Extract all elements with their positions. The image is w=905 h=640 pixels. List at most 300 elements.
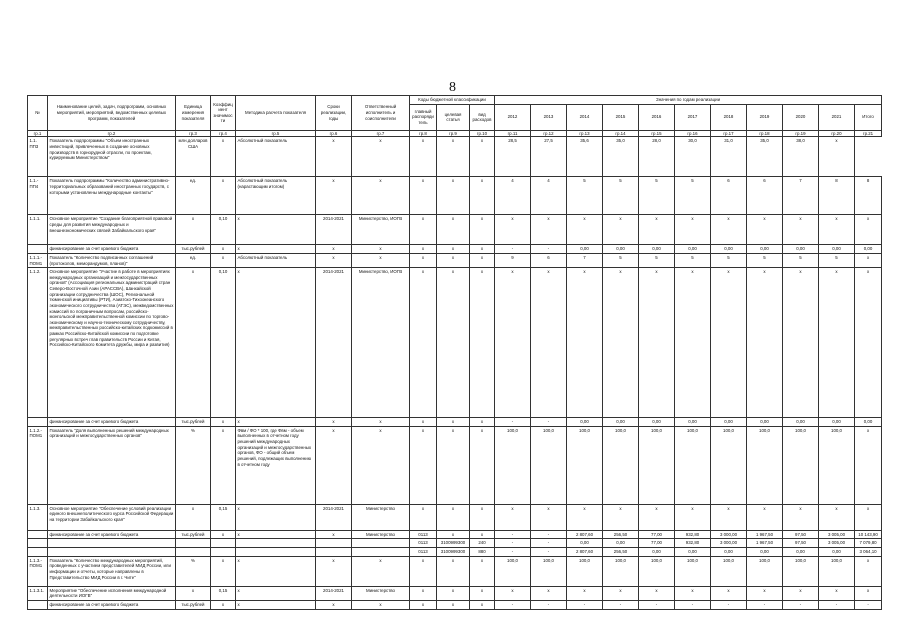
table-cell: 880 bbox=[470, 548, 495, 557]
table-cell: - bbox=[819, 600, 855, 609]
table-row bbox=[28, 539, 882, 548]
table-cell: х bbox=[352, 177, 410, 215]
table-cell: - bbox=[675, 600, 711, 609]
table-cell: 0,00 bbox=[747, 548, 783, 557]
table-cell: х bbox=[211, 426, 236, 504]
table-cell: х bbox=[470, 245, 495, 254]
table-cell bbox=[211, 539, 236, 548]
column-number-cell: гр.4 bbox=[211, 130, 236, 137]
table-cell: 3 000,00 bbox=[711, 539, 747, 548]
table-cell: 6 bbox=[531, 253, 567, 267]
table-cell: 0,00 bbox=[783, 548, 819, 557]
table-cell: 27,5 bbox=[531, 137, 567, 177]
table-cell: х bbox=[470, 177, 495, 215]
table-cell: х bbox=[855, 556, 882, 586]
table-cell: 8 bbox=[855, 177, 882, 215]
column-number-cell: гр.1 bbox=[28, 130, 48, 137]
table-cell: х bbox=[819, 586, 855, 600]
row-name-cell: финансирование за счет краевого бюджета bbox=[48, 600, 176, 609]
table-cell: 35,0 bbox=[747, 137, 783, 177]
table-cell: млн.долларов США bbox=[176, 137, 211, 177]
table-cell: Министерство bbox=[352, 530, 410, 539]
table-cell: 2014-2021 bbox=[316, 215, 352, 245]
table-cell: х bbox=[437, 268, 470, 418]
table-cell: 0,00 bbox=[603, 245, 639, 254]
table-cell: 97,50 bbox=[783, 530, 819, 539]
table-cell: 0,15 bbox=[211, 586, 236, 600]
year-header: 2013 bbox=[531, 104, 567, 130]
table-cell bbox=[316, 539, 352, 548]
table-cell: 4 bbox=[495, 177, 531, 215]
table-cell: х bbox=[211, 556, 236, 586]
table-cell: 3 000,00 bbox=[711, 530, 747, 539]
row-code-cell bbox=[28, 418, 48, 427]
table-row bbox=[28, 253, 882, 267]
table-cell: х bbox=[316, 137, 352, 177]
table-row bbox=[28, 556, 882, 586]
table-cell: х bbox=[470, 556, 495, 586]
column-number-cell: гр.18 bbox=[747, 130, 783, 137]
table-cell: 0113 bbox=[410, 539, 437, 548]
table-cell: - bbox=[495, 548, 531, 557]
table-cell: тыс.рублей bbox=[176, 418, 211, 427]
table-cell bbox=[352, 548, 410, 557]
table-cell: х bbox=[316, 600, 352, 609]
table-cell: х bbox=[316, 253, 352, 267]
table-cell: х bbox=[855, 215, 882, 245]
table-cell: х bbox=[470, 418, 495, 427]
table-cell: х bbox=[211, 253, 236, 267]
row-name-cell: финансирование за счет краевого бюджета bbox=[48, 245, 176, 254]
table-cell: 0,00 bbox=[675, 418, 711, 427]
table-cell: х bbox=[352, 253, 410, 267]
table-cell: 100,0 bbox=[819, 556, 855, 586]
table-cell: 0,00 bbox=[783, 245, 819, 254]
table-cell: - bbox=[531, 548, 567, 557]
table-cell: Фвм / ФО * 100, где Фвм - объем выполненных в отчетном году решений международных организаций и межгосударственных органов, ФО - общий объем решений, подлежащих выполнению в отчетном году bbox=[236, 426, 316, 504]
table-cell: 5 bbox=[639, 253, 675, 267]
row-name-cell: Основное мероприятие "Участие в работе в мероприятиях международных организаций и межгосударственных органов" (Ассоциация региональных администраций стран Северо-Восточной Азии (АРАССВА), Шанхайской организации сотрудничества (ШОС), Региональной тюменской инициативы (РТИ), Азиатско-Тихоокеанского экономического сотрудничества (АТЭС), межведомственных комиссий по пограничным вопросам, российско-монгольской межправительственной комиссии по торгово-экономическому и научно-техническому сотрудничеству, межправительственных российско-китайских подкомиссий в рамках Российско-Китайской комиссии по подготовке регулярных встреч глав правительств России и Китая, Российско-Китайского Комитета дружбы, мира и развития) bbox=[48, 268, 176, 418]
table-cell: х bbox=[470, 137, 495, 177]
table-cell: 100,0 bbox=[639, 556, 675, 586]
table-cell: х bbox=[176, 504, 211, 530]
table-cell: 100,0 bbox=[783, 426, 819, 504]
table-row bbox=[28, 418, 882, 427]
table-cell: х bbox=[410, 426, 437, 504]
table-cell: 97,50 bbox=[783, 539, 819, 548]
table-cell: х bbox=[352, 418, 410, 427]
table-cell: х bbox=[211, 177, 236, 215]
program-indicators-table bbox=[27, 95, 882, 610]
table-cell: 0,00 bbox=[603, 539, 639, 548]
table-cell: 5 bbox=[675, 253, 711, 267]
table-row bbox=[28, 600, 882, 609]
table-cell: - bbox=[603, 600, 639, 609]
table-cell: - bbox=[567, 600, 603, 609]
row-name-cell: Показатель подпрограммы "Количество административно-территориальных образований иностранных государств, с которыми установлены международные контакты" bbox=[48, 177, 176, 215]
table-cell: 2 807,60 bbox=[567, 530, 603, 539]
table-cell: % bbox=[176, 556, 211, 586]
column-number-cell: гр.20 bbox=[819, 130, 855, 137]
table-cell: х bbox=[236, 245, 316, 254]
table-cell: 100,0 bbox=[639, 426, 675, 504]
table-cell: х bbox=[410, 504, 437, 530]
table-cell: х bbox=[531, 268, 567, 418]
table-cell: 4 bbox=[531, 177, 567, 215]
row-name-cell: Показатель "Количество подписанных соглашений (протоколов, меморандумов, планов)" bbox=[48, 253, 176, 267]
row-name-cell: Показатель "Доля выполненных решений международных организаций и межгосударственных органов" bbox=[48, 426, 176, 504]
column-number-cell: гр.10 bbox=[470, 130, 495, 137]
table-cell: 30,0 bbox=[675, 137, 711, 177]
row-code-cell: 1.1. ПП3 bbox=[28, 137, 48, 177]
table-cell: 38,0 bbox=[783, 137, 819, 177]
table-cell: х bbox=[711, 504, 747, 530]
table-cell: 0,10 bbox=[211, 215, 236, 245]
row-code-cell bbox=[28, 548, 48, 557]
table-cell: 0,00 bbox=[567, 418, 603, 427]
table-cell: 5 bbox=[675, 177, 711, 215]
table-cell: 0113 bbox=[410, 548, 437, 557]
table-cell: 932,80 bbox=[675, 530, 711, 539]
row-code-cell bbox=[28, 245, 48, 254]
column-number-cell: гр.12 bbox=[531, 130, 567, 137]
table-cell: 5 bbox=[603, 253, 639, 267]
table-cell: х bbox=[675, 586, 711, 600]
col-coef-header: Коэффициент значимости bbox=[211, 96, 236, 131]
table-cell: х bbox=[236, 215, 316, 245]
row-code-cell bbox=[28, 600, 48, 609]
table-cell: х bbox=[783, 268, 819, 418]
table-cell bbox=[316, 548, 352, 557]
column-number-cell: гр.11 bbox=[495, 130, 531, 137]
values-by-year-header: Значения по годам реализации bbox=[495, 96, 882, 105]
row-code-cell: 1.1.3.1. bbox=[28, 586, 48, 600]
table-cell: 100,0 bbox=[675, 556, 711, 586]
table-cell: - bbox=[783, 600, 819, 609]
table-cell: х bbox=[410, 245, 437, 254]
table-cell: 2014-2021 bbox=[316, 504, 352, 530]
col-exec-header: Ответственный исполнитель и соисполнители bbox=[352, 96, 410, 131]
table-cell: Министерство, ИОГВ bbox=[352, 268, 410, 418]
table-row bbox=[28, 177, 882, 215]
table-cell: х bbox=[470, 253, 495, 267]
table-cell: х bbox=[437, 530, 470, 539]
table-cell: 0,00 bbox=[747, 418, 783, 427]
table-cell: - bbox=[531, 530, 567, 539]
table-cell: 31,0 bbox=[711, 137, 747, 177]
table-cell: 8 bbox=[819, 177, 855, 215]
row-name-cell: Основное мероприятие "Создание благоприятной правовой среды для развития международных и внешнеэкономических связей Забайкальского края" bbox=[48, 215, 176, 245]
table-cell: 100,0 bbox=[531, 426, 567, 504]
table-cell: х bbox=[567, 586, 603, 600]
col-num-header: № bbox=[28, 96, 48, 131]
column-numbers-row bbox=[28, 130, 882, 137]
year-header: 2021 bbox=[819, 104, 855, 130]
table-cell: 9 bbox=[495, 253, 531, 267]
row-name-cell: Основное мероприятие "Обеспечение условий реализации единого внешнеполитического курса Российской Федерации на территории Забайкальского края" bbox=[48, 504, 176, 530]
table-cell bbox=[236, 548, 316, 557]
table-cell: 35,6 bbox=[567, 137, 603, 177]
table-cell: 5 bbox=[819, 253, 855, 267]
table-cell: х bbox=[437, 426, 470, 504]
table-cell: х bbox=[410, 556, 437, 586]
column-number-cell: гр.8 bbox=[410, 130, 437, 137]
row-code-cell bbox=[28, 539, 48, 548]
table-cell: - bbox=[495, 530, 531, 539]
table-cell: х bbox=[639, 215, 675, 245]
table-cell: 100,0 bbox=[819, 426, 855, 504]
table-cell bbox=[176, 539, 211, 548]
table-cell: х bbox=[639, 586, 675, 600]
table-cell: 7 bbox=[783, 177, 819, 215]
table-cell: тыс.рублей bbox=[176, 245, 211, 254]
table-cell: х bbox=[639, 268, 675, 418]
table-cell: 5 bbox=[639, 177, 675, 215]
table-cell: х bbox=[819, 137, 855, 177]
table-cell: х bbox=[567, 215, 603, 245]
table-cell: 0,00 bbox=[711, 548, 747, 557]
table-cell: х bbox=[675, 504, 711, 530]
table-cell: 0,15 bbox=[211, 504, 236, 530]
table-row bbox=[28, 268, 882, 418]
row-code-cell: 1.1.2.-ПОМ1 bbox=[28, 426, 48, 504]
table-cell: 240 bbox=[470, 539, 495, 548]
column-number-cell: гр.3 bbox=[176, 130, 211, 137]
table-cell: х bbox=[410, 215, 437, 245]
table-cell: х bbox=[470, 530, 495, 539]
table-cell bbox=[211, 548, 236, 557]
table-cell: % bbox=[176, 426, 211, 504]
row-name-cell: Мероприятие "Обеспечение исполнения международной деятельности ИОГВ" bbox=[48, 586, 176, 600]
table-cell: 0,00 bbox=[675, 548, 711, 557]
table-cell: 256,50 bbox=[603, 530, 639, 539]
table-cell: х bbox=[236, 556, 316, 586]
table-cell: х bbox=[176, 215, 211, 245]
row-name-cell: финансирование за счет краевого бюджета bbox=[48, 530, 176, 539]
table-cell: х bbox=[495, 504, 531, 530]
table-cell: 1 967,50 bbox=[747, 539, 783, 548]
table-cell: х bbox=[567, 268, 603, 418]
column-number-cell: гр.7 bbox=[352, 130, 410, 137]
table-cell: 0,00 bbox=[567, 539, 603, 548]
column-number-cell: гр.2 bbox=[48, 130, 176, 137]
table-cell: тыс.рублей bbox=[176, 600, 211, 609]
table-cell: 100,0 bbox=[531, 556, 567, 586]
table-cell: - bbox=[495, 245, 531, 254]
table-cell: х bbox=[711, 586, 747, 600]
table-cell: 100,0 bbox=[711, 426, 747, 504]
table-cell: 0,00 bbox=[639, 418, 675, 427]
col-unit-header: Единица измерения показателя bbox=[176, 96, 211, 131]
table-cell: х bbox=[316, 245, 352, 254]
year-header: 2017 bbox=[675, 104, 711, 130]
table-row bbox=[28, 530, 882, 539]
table-cell: 0,00 bbox=[675, 245, 711, 254]
table-cell: х bbox=[236, 418, 316, 427]
table-cell: 3100999300 bbox=[437, 548, 470, 557]
table-cell: 3 064,10 bbox=[855, 548, 882, 557]
table-cell: 0,00 bbox=[639, 548, 675, 557]
row-name-cell: Показатель "Количество международных мероприятий, проведенных с участием представителей МИД России, или информации и отчеты, которые направлены в Представительство МИД России в г. Чите" bbox=[48, 556, 176, 586]
table-cell: 35,0 bbox=[603, 137, 639, 177]
table-cell: х bbox=[410, 600, 437, 609]
table-cell: 5 bbox=[747, 253, 783, 267]
table-cell: ед. bbox=[176, 177, 211, 215]
table-cell: х bbox=[211, 137, 236, 177]
table-cell: 100,0 bbox=[783, 556, 819, 586]
table-cell: 0,00 bbox=[783, 418, 819, 427]
table-cell bbox=[176, 548, 211, 557]
table-cell: х bbox=[437, 215, 470, 245]
table-cell: 0,00 bbox=[747, 245, 783, 254]
table-cell: 100,0 bbox=[495, 426, 531, 504]
table-cell: 3100999300 bbox=[437, 539, 470, 548]
table-cell: 6 bbox=[711, 177, 747, 215]
table-cell: х bbox=[236, 268, 316, 418]
column-number-cell: гр.16 bbox=[675, 130, 711, 137]
table-cell: - bbox=[531, 418, 567, 427]
table-cell: 5 bbox=[603, 177, 639, 215]
table-cell: х bbox=[437, 253, 470, 267]
table-cell: х bbox=[531, 504, 567, 530]
row-code-cell: 1.1.1. bbox=[28, 215, 48, 245]
table-cell: 77,00 bbox=[639, 539, 675, 548]
table-cell: х bbox=[470, 600, 495, 609]
row-code-cell: 1.1.2. bbox=[28, 268, 48, 418]
table-cell: х bbox=[855, 268, 882, 418]
table-cell: х bbox=[603, 504, 639, 530]
table-cell: - bbox=[531, 245, 567, 254]
table-cell: 100,0 bbox=[711, 556, 747, 586]
table-cell: х bbox=[316, 418, 352, 427]
table-cell: х bbox=[711, 268, 747, 418]
column-number-cell: гр.13 bbox=[567, 130, 603, 137]
col-method-header: Методика расчета показателя bbox=[236, 96, 316, 131]
table-cell: Абсолютный показатель bbox=[236, 253, 316, 267]
table-cell: х bbox=[855, 586, 882, 600]
table-cell: 1 967,50 bbox=[747, 530, 783, 539]
column-number-cell: гр.21 bbox=[855, 130, 882, 137]
table-cell: х bbox=[437, 586, 470, 600]
table-row bbox=[28, 504, 882, 530]
table-cell: 256,50 bbox=[603, 548, 639, 557]
table-row bbox=[28, 586, 882, 600]
table-cell: х bbox=[819, 268, 855, 418]
table-cell: 0,00 bbox=[819, 418, 855, 427]
table-cell: 0,00 bbox=[855, 245, 882, 254]
table-cell: 0,00 bbox=[819, 548, 855, 557]
year-header: 2016 bbox=[639, 104, 675, 130]
table-cell: - bbox=[531, 539, 567, 548]
table-cell: 100,0 bbox=[567, 426, 603, 504]
table-cell: х bbox=[236, 530, 316, 539]
table-cell: 7 079,80 bbox=[855, 539, 882, 548]
table-cell: - bbox=[495, 418, 531, 427]
table-cell: - bbox=[711, 600, 747, 609]
table-cell: 0,00 bbox=[819, 245, 855, 254]
year-header: 2014 bbox=[567, 104, 603, 130]
year-header: 2019 bbox=[747, 104, 783, 130]
table-cell: 100,0 bbox=[747, 556, 783, 586]
table-cell: Министерство bbox=[352, 504, 410, 530]
table-cell: 100,0 bbox=[495, 556, 531, 586]
table-cell: х bbox=[410, 137, 437, 177]
table-cell: х bbox=[819, 215, 855, 245]
total-header: Итого bbox=[855, 104, 882, 130]
table-cell: х bbox=[747, 586, 783, 600]
table-cell: х bbox=[470, 268, 495, 418]
table-cell: 0113 bbox=[410, 530, 437, 539]
table-cell: х bbox=[470, 215, 495, 245]
row-code-cell bbox=[28, 530, 48, 539]
target-article-header: целевая статья bbox=[437, 104, 470, 130]
row-code-cell: 1.1.1.-ПОМ1 bbox=[28, 253, 48, 267]
table-cell: х bbox=[437, 245, 470, 254]
column-number-cell: гр.5 bbox=[236, 130, 316, 137]
table-cell: х bbox=[410, 177, 437, 215]
table-row bbox=[28, 137, 882, 177]
table-cell: 6 bbox=[747, 177, 783, 215]
column-number-cell: гр.17 bbox=[711, 130, 747, 137]
table-cell: х bbox=[236, 600, 316, 609]
row-name-cell: Показатель подпрограммы "Объем иностранных инвестиций, привлеченных в создание основных производств в горнорудной отрасли, по проектам, курируемым Министерством" bbox=[48, 137, 176, 177]
table-cell: х bbox=[352, 245, 410, 254]
table-cell: х bbox=[410, 253, 437, 267]
year-header: 2020 bbox=[783, 104, 819, 130]
table-cell: х bbox=[675, 215, 711, 245]
table-cell: х bbox=[819, 504, 855, 530]
table-cell: х bbox=[603, 586, 639, 600]
budget-codes-header: Коды бюджетной классификации bbox=[410, 96, 495, 105]
table-cell: х bbox=[211, 530, 236, 539]
table-cell: 77,00 bbox=[639, 530, 675, 539]
table-cell: х bbox=[352, 556, 410, 586]
column-number-cell: гр.9 bbox=[437, 130, 470, 137]
table-cell: 5 bbox=[783, 253, 819, 267]
table-cell: х bbox=[783, 586, 819, 600]
table-cell: х bbox=[470, 426, 495, 504]
main-manager-header: главный распорядитель bbox=[410, 104, 437, 130]
table-cell: - bbox=[531, 600, 567, 609]
table-cell: х bbox=[437, 556, 470, 586]
table-cell: 28,5 bbox=[495, 137, 531, 177]
table-row bbox=[28, 245, 882, 254]
table-cell: - bbox=[495, 539, 531, 548]
expense-type-header: вид расходов bbox=[470, 104, 495, 130]
row-name-cell bbox=[48, 539, 176, 548]
table-cell: 100,0 bbox=[567, 556, 603, 586]
row-code-cell: 1.1.-ПП4 bbox=[28, 177, 48, 215]
table-cell: х bbox=[437, 137, 470, 177]
table-cell: х bbox=[316, 556, 352, 586]
table-cell: х bbox=[437, 600, 470, 609]
table-cell: х bbox=[211, 418, 236, 427]
table-cell: х bbox=[211, 245, 236, 254]
table-cell: - bbox=[855, 600, 882, 609]
table-cell: ед. bbox=[176, 253, 211, 267]
table-cell: 0,00 bbox=[639, 245, 675, 254]
table-cell: 2014-2021 bbox=[316, 268, 352, 418]
table-cell: х bbox=[410, 268, 437, 418]
table-cell: 0,00 bbox=[567, 245, 603, 254]
table-cell: 5 bbox=[711, 253, 747, 267]
table-row bbox=[28, 215, 882, 245]
table-cell: х bbox=[783, 215, 819, 245]
table-cell: 100,0 bbox=[747, 426, 783, 504]
page-number: 8 bbox=[449, 80, 456, 95]
table-cell: х bbox=[176, 586, 211, 600]
table-cell: х bbox=[352, 426, 410, 504]
